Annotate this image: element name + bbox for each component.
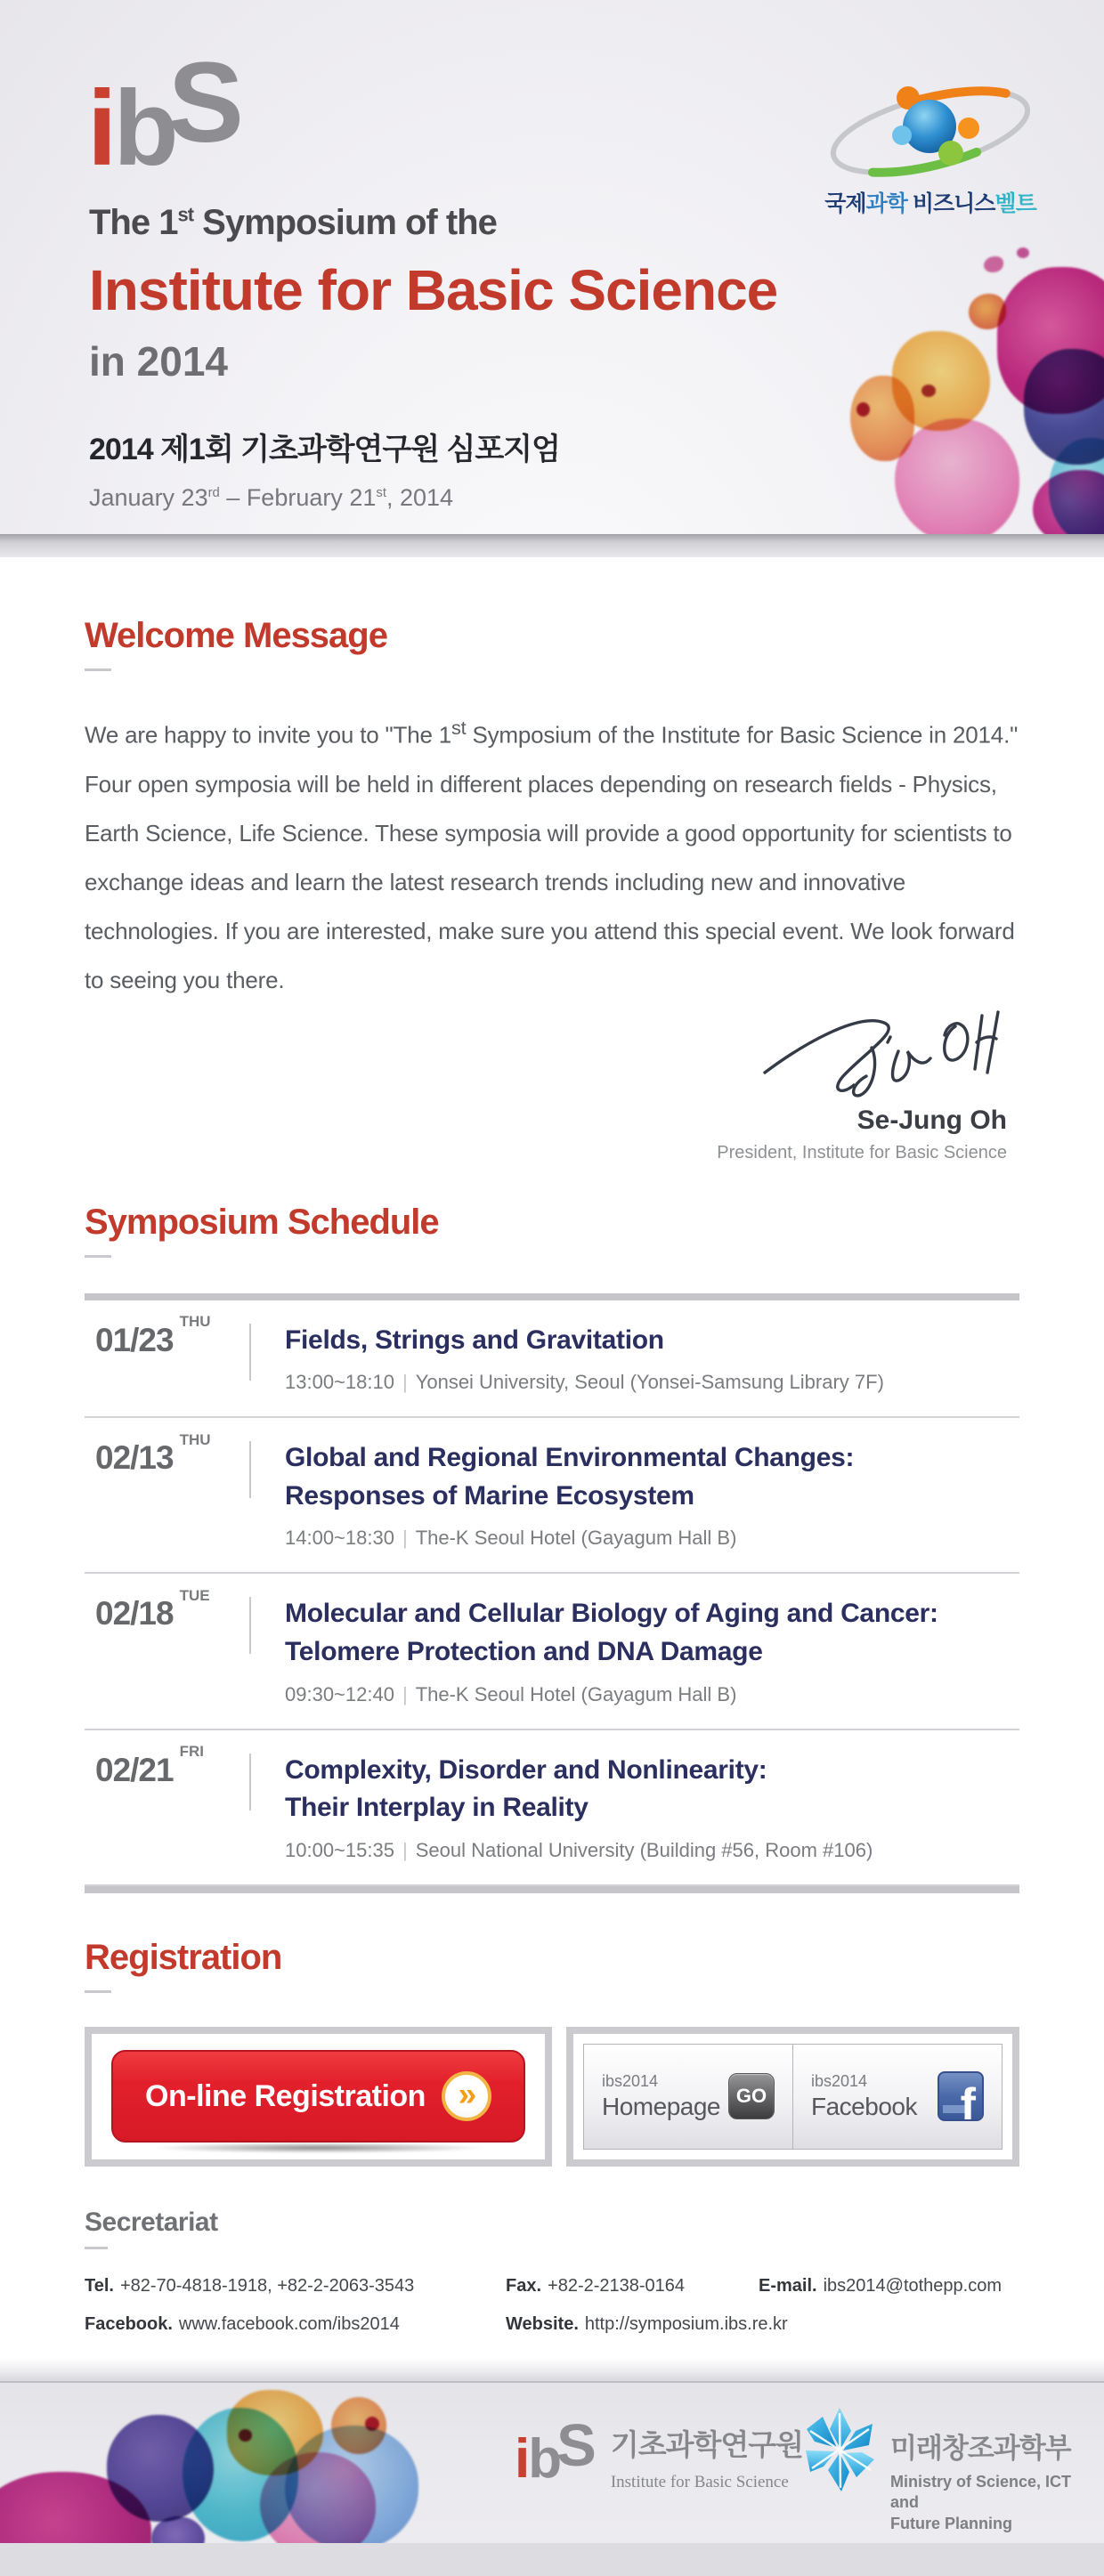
- event-title: Complexity, Disorder and Nonlinearity: Their Interplay in Reality: [285, 1754, 767, 1823]
- heading-dash: [85, 1990, 111, 1993]
- homepage-link[interactable]: [584, 2045, 793, 2149]
- event-date: 02/18 $^{TUE}$: [95, 1587, 210, 1632]
- signature-block: [85, 1007, 1019, 1163]
- facebook-item: Facebook. www.facebook.com/ibs2014: [85, 2313, 400, 2334]
- ibs-logo-b: b: [113, 69, 175, 188]
- footer-ibs-logo: ibS 기초과학연구원 Institute for Basic Science: [515, 2411, 803, 2491]
- welcome-heading: Welcome Message: [85, 616, 387, 655]
- tel-value: +82-70-4818-1918, +82-2-2063-3543: [119, 2275, 415, 2296]
- event-venue: The-K Seoul Hotel (Gayagum Hall B): [415, 1527, 737, 1550]
- event-date: 02/13 $^{THU}$: [95, 1430, 211, 1477]
- page-fold-shadow: [0, 2358, 1104, 2381]
- email-item: E-mail. ibs2014@tothepp.com: [759, 2275, 1003, 2296]
- fax-item: Fax. +82-2-2138-0164: [506, 2275, 686, 2296]
- table-bottom-bar: [85, 1886, 1019, 1893]
- signer-title: President, Institute for Basic Science: [717, 1142, 1007, 1162]
- signer-name: Se-Jung Oh: [856, 1105, 1007, 1135]
- event-weekday: THU: [179, 1430, 211, 1448]
- heading-dash: [85, 1255, 111, 1258]
- event-title: Molecular and Cellular Biology of Aging and Cancer: Telomere Protection and DNA Damage: [285, 1599, 938, 1667]
- heading-dash: [85, 668, 111, 671]
- schedule-heading: Symposium Schedule: [85, 1202, 439, 1242]
- event-weekday: THU: [179, 1313, 211, 1331]
- heading-dash: [85, 2247, 108, 2249]
- welcome-paragraph: We are happy to invite you to "The 1st Symposium of the Institute for Basic Science in 2014." Four open symposia will be held in different places depending on research fields - Physics, Earth Science, Life Science. These symposia will provide a good opportunity for scientists to exchange ideas and learn the latest research trends including new and innovative technologies. If you are interested, make sure you attend this special event. We look forward to seeing you there.: [85, 717, 1019, 993]
- symposium-title-line2: Institute for Basic Science: [89, 258, 778, 322]
- science-belt-logo: [819, 71, 1042, 218]
- email-value[interactable]: ibs2014@tothepp.com: [823, 2275, 1003, 2296]
- event-venue: Seoul National University (Building #56, Room #106): [415, 1838, 873, 1861]
- facebook-label: Facebook: [811, 2092, 917, 2120]
- header-banner: [0, 0, 1104, 534]
- footer-ibs-english: Institute for Basic Science: [610, 2472, 789, 2491]
- button-shadow: [150, 2143, 488, 2153]
- event-weekday: FRI: [179, 1743, 204, 1761]
- schedule-table: [85, 1293, 1019, 1893]
- facebook-icon[interactable]: f: [938, 2071, 984, 2121]
- event-detail: 09:30~12:40 | The-K Seoul Hotel (Gayagum Hall B): [285, 1682, 737, 1705]
- schedule-row: [85, 1730, 1019, 1886]
- homepage-small-label: ibs2014: [602, 2071, 659, 2090]
- event-detail: 13:00~18:10 | Yonsei University, Seoul (Yonsei-Samsung Library 7F): [285, 1371, 884, 1394]
- signature-image: [758, 1007, 1007, 1099]
- title-block: [89, 203, 777, 512]
- website-url[interactable]: http://symposium.ibs.re.kr: [584, 2313, 788, 2334]
- footer-ministry-korean: 미래창조과학부: [889, 2432, 1071, 2464]
- event-detail: 10:00~15:35 | Seoul National University (Building #56, Room #106): [285, 1838, 873, 1861]
- facebook-link[interactable]: [793, 2045, 1002, 2149]
- header-shadow: [0, 534, 1104, 557]
- ibs-logo-i: i: [87, 69, 114, 188]
- facebook-url[interactable]: www.facebook.com/ibs2014: [178, 2313, 400, 2334]
- ibs-logo: [87, 39, 245, 188]
- event-weekday: TUE: [179, 1587, 210, 1605]
- table-top-bar: [85, 1293, 1019, 1300]
- footer-ministry-logo: [801, 2406, 1104, 2534]
- footer-ibs-korean: 기초과학연구원: [610, 2427, 803, 2461]
- double-chevron-icon: »: [442, 2071, 491, 2121]
- registration-heading: Registration: [85, 1937, 282, 1977]
- online-registration-box: [85, 2027, 552, 2167]
- event-date: 02/21 $^{FRI}$: [95, 1743, 204, 1788]
- event-title: Global and Regional Environmental Changes: Responses of Marine Ecosystem: [285, 1443, 855, 1511]
- schedule-row: [85, 1418, 1019, 1574]
- event-date: 01/23 $^{THU}$: [95, 1313, 211, 1358]
- symposium-subtitle-korean: 2014 제1회 기초과학연구원 심포지엄: [89, 433, 560, 466]
- tel-item: Tel. +82-70-4818-1918, +82-2-2063-3543: [85, 2275, 415, 2296]
- main-content: [0, 557, 1104, 2381]
- footer: [0, 2381, 1104, 2543]
- schedule-section: [85, 1203, 1019, 1893]
- secretariat-section: [85, 2207, 1019, 2358]
- welcome-section: [85, 616, 1019, 1163]
- schedule-row: [85, 1300, 1019, 1419]
- homepage-label: Homepage: [602, 2092, 720, 2120]
- links-box: [566, 2027, 1019, 2167]
- science-belt-logotype: 국제과학 비즈니스벨트: [824, 191, 1036, 216]
- event-venue: The-K Seoul Hotel (Gayagum Hall B): [415, 1682, 737, 1705]
- event-detail: 14:00~18:30 | The-K Seoul Hotel (Gayagum Hall B): [285, 1527, 737, 1550]
- event-time: 09:30~12:40: [285, 1682, 394, 1705]
- schedule-row: [85, 1574, 1019, 1729]
- symposium-date-range: January 23rd – February 21st, 2014: [89, 484, 454, 511]
- ibs-logo-s: S: [167, 39, 245, 166]
- symposium-title-line1: The 1st Symposium of the: [89, 203, 497, 242]
- fax-value: +82-2-2138-0164: [548, 2275, 686, 2296]
- go-button[interactable]: GO: [728, 2073, 775, 2119]
- secretariat-heading: Secretariat: [85, 2207, 218, 2237]
- ministry-crystal-icon: [801, 2406, 878, 2495]
- symposium-title-line3: in 2014: [89, 338, 228, 385]
- event-venue: Yonsei University, Seoul (Yonsei-Samsung Library 7F): [415, 1371, 884, 1394]
- event-time: 13:00~18:10: [285, 1371, 394, 1394]
- website-item: Website. http://symposium.ibs.re.kr: [506, 2313, 788, 2334]
- event-time: 14:00~18:30: [285, 1527, 394, 1550]
- registration-section: [85, 1938, 1019, 2167]
- event-time: 10:00~15:35: [285, 1838, 394, 1861]
- footer-ministry-english: Ministry of Science, ICT and Future Planning: [889, 2472, 1072, 2532]
- online-registration-button[interactable]: On-line Registration »: [111, 2050, 525, 2143]
- facebook-small-label: ibs2014: [811, 2071, 868, 2090]
- event-title: Fields, Strings and Gravitation: [285, 1324, 664, 1355]
- orbit-spheres-icon: [819, 71, 1042, 178]
- contact-info: [85, 2276, 1019, 2335]
